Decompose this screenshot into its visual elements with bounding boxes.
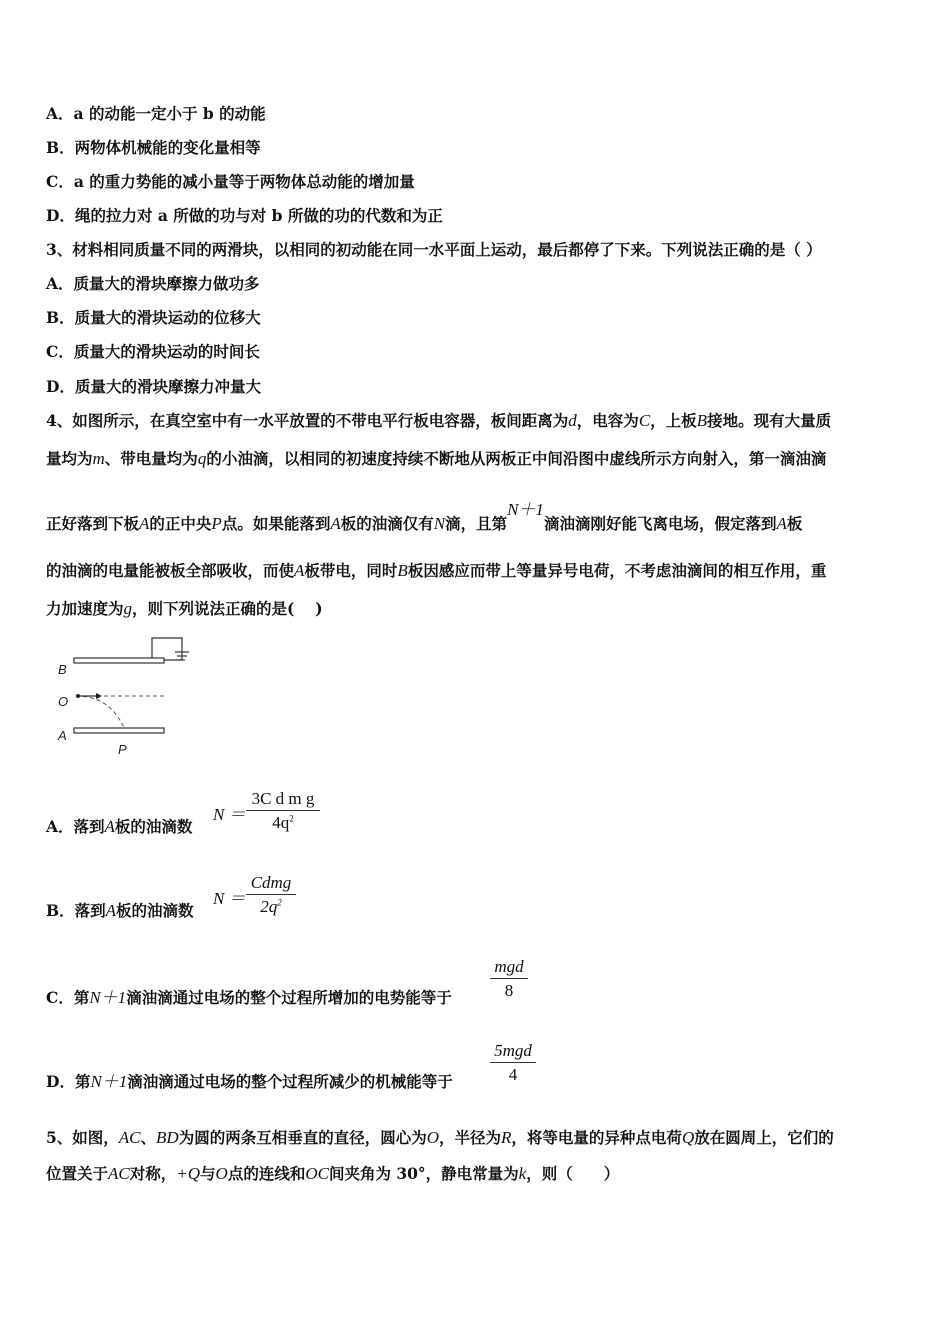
velocity-arrow-head — [96, 693, 102, 699]
q2-option-b: B．两物体机械能的变化量相等 — [46, 138, 261, 157]
capacitor-figure — [52, 630, 202, 762]
plate-b — [74, 658, 164, 663]
q4-stem-line-1: 4、如图所示，在真空室中有一水平放置的不带电平行板电容器，板间距离为d，电容为C，上板B接地。现有大量质 — [46, 411, 832, 430]
q4-stem-line-4: 的油滴的电量能被板全部吸收，而使A板带电，同时B板因感应而带上等量异号电荷，不考虑油滴间的相互作用，重 — [46, 561, 827, 580]
q3-option-a: A．质量大的滑块摩擦力做功多 — [46, 274, 260, 293]
q4-stem-line-2: 量均为m、带电量均为q的小油滴，以相同的初速度持续不断地从两板正中间沿图中虚线所示方向射入，第一滴油滴 — [46, 449, 827, 468]
label-b: B — [58, 662, 67, 677]
label-o: O — [58, 694, 69, 709]
droplet-trajectory — [76, 696, 124, 728]
q4-option-a: A．落到A板的油滴数 — [46, 817, 193, 836]
q5-stem-line-1: 5、如图，AC、BD为圆的两条互相垂直的直径，圆心为O，半径为R，将等电量的异种点电荷Q放在圆周上，它们的 — [46, 1128, 834, 1147]
q3-stem: 3、材料相同质量不同的两滑块，以相同的初动能在同一水平面上运动，最后都停了下来。下列说法正确的是（ ） — [46, 240, 822, 259]
q4-option-b-eq: N ＝ — [213, 889, 246, 908]
q4-option-b-fraction: Cdmg $2q^2$ — [246, 873, 296, 917]
q3-option-d: D．质量大的滑块摩擦力冲量大 — [46, 377, 261, 396]
droplet — [76, 694, 80, 698]
q2-option-d: D．绳的拉力对 a 所做的功与对 b 所做的功的代数和为正 — [46, 206, 443, 225]
q3-option-b: B．质量大的滑块运动的位移大 — [46, 308, 261, 327]
q4-option-a-fraction: 3C d m g $4q^2$ — [246, 789, 320, 833]
q4-option-a-eq: N ＝ — [213, 805, 246, 824]
q3-option-c: C．质量大的滑块运动的时间长 — [46, 342, 260, 361]
plate-a — [74, 728, 164, 733]
q4-stem-line-5: 力加速度为g，则下列说法正确的是( ) — [46, 599, 323, 618]
q4-option-c-fraction: mgd 8 — [490, 957, 528, 1001]
ground-wire — [152, 638, 182, 660]
q4-option-d-fraction: 5mgd 4 — [490, 1041, 536, 1085]
label-a: A — [58, 728, 67, 743]
q4-stem-line-3: 正好落到下板A的正中央P点。如果能落到A板的油滴仅有N滴，且第N＋1滴油滴刚好能飞离电场，假定落到A板 — [46, 500, 803, 533]
q4-option-c: C．第N＋1滴油滴通过电场的整个过程所增加的电势能等于 — [46, 988, 452, 1007]
q2-option-a: A．a 的动能一定小于 b 的动能 — [46, 104, 266, 123]
q2-option-c: C．a 的重力势能的减小量等于两物体总动能的增加量 — [46, 172, 415, 191]
q4-option-d: D．第N＋1滴油滴通过电场的整个过程所减少的机械能等于 — [46, 1072, 453, 1091]
q4-option-b: B．落到A板的油滴数 — [46, 901, 194, 920]
label-p: P — [118, 742, 127, 757]
q5-stem-line-2: 位置关于AC对称，+Q与O点的连线和OC间夹角为 30°，静电常量为k，则（ ） — [46, 1164, 620, 1183]
